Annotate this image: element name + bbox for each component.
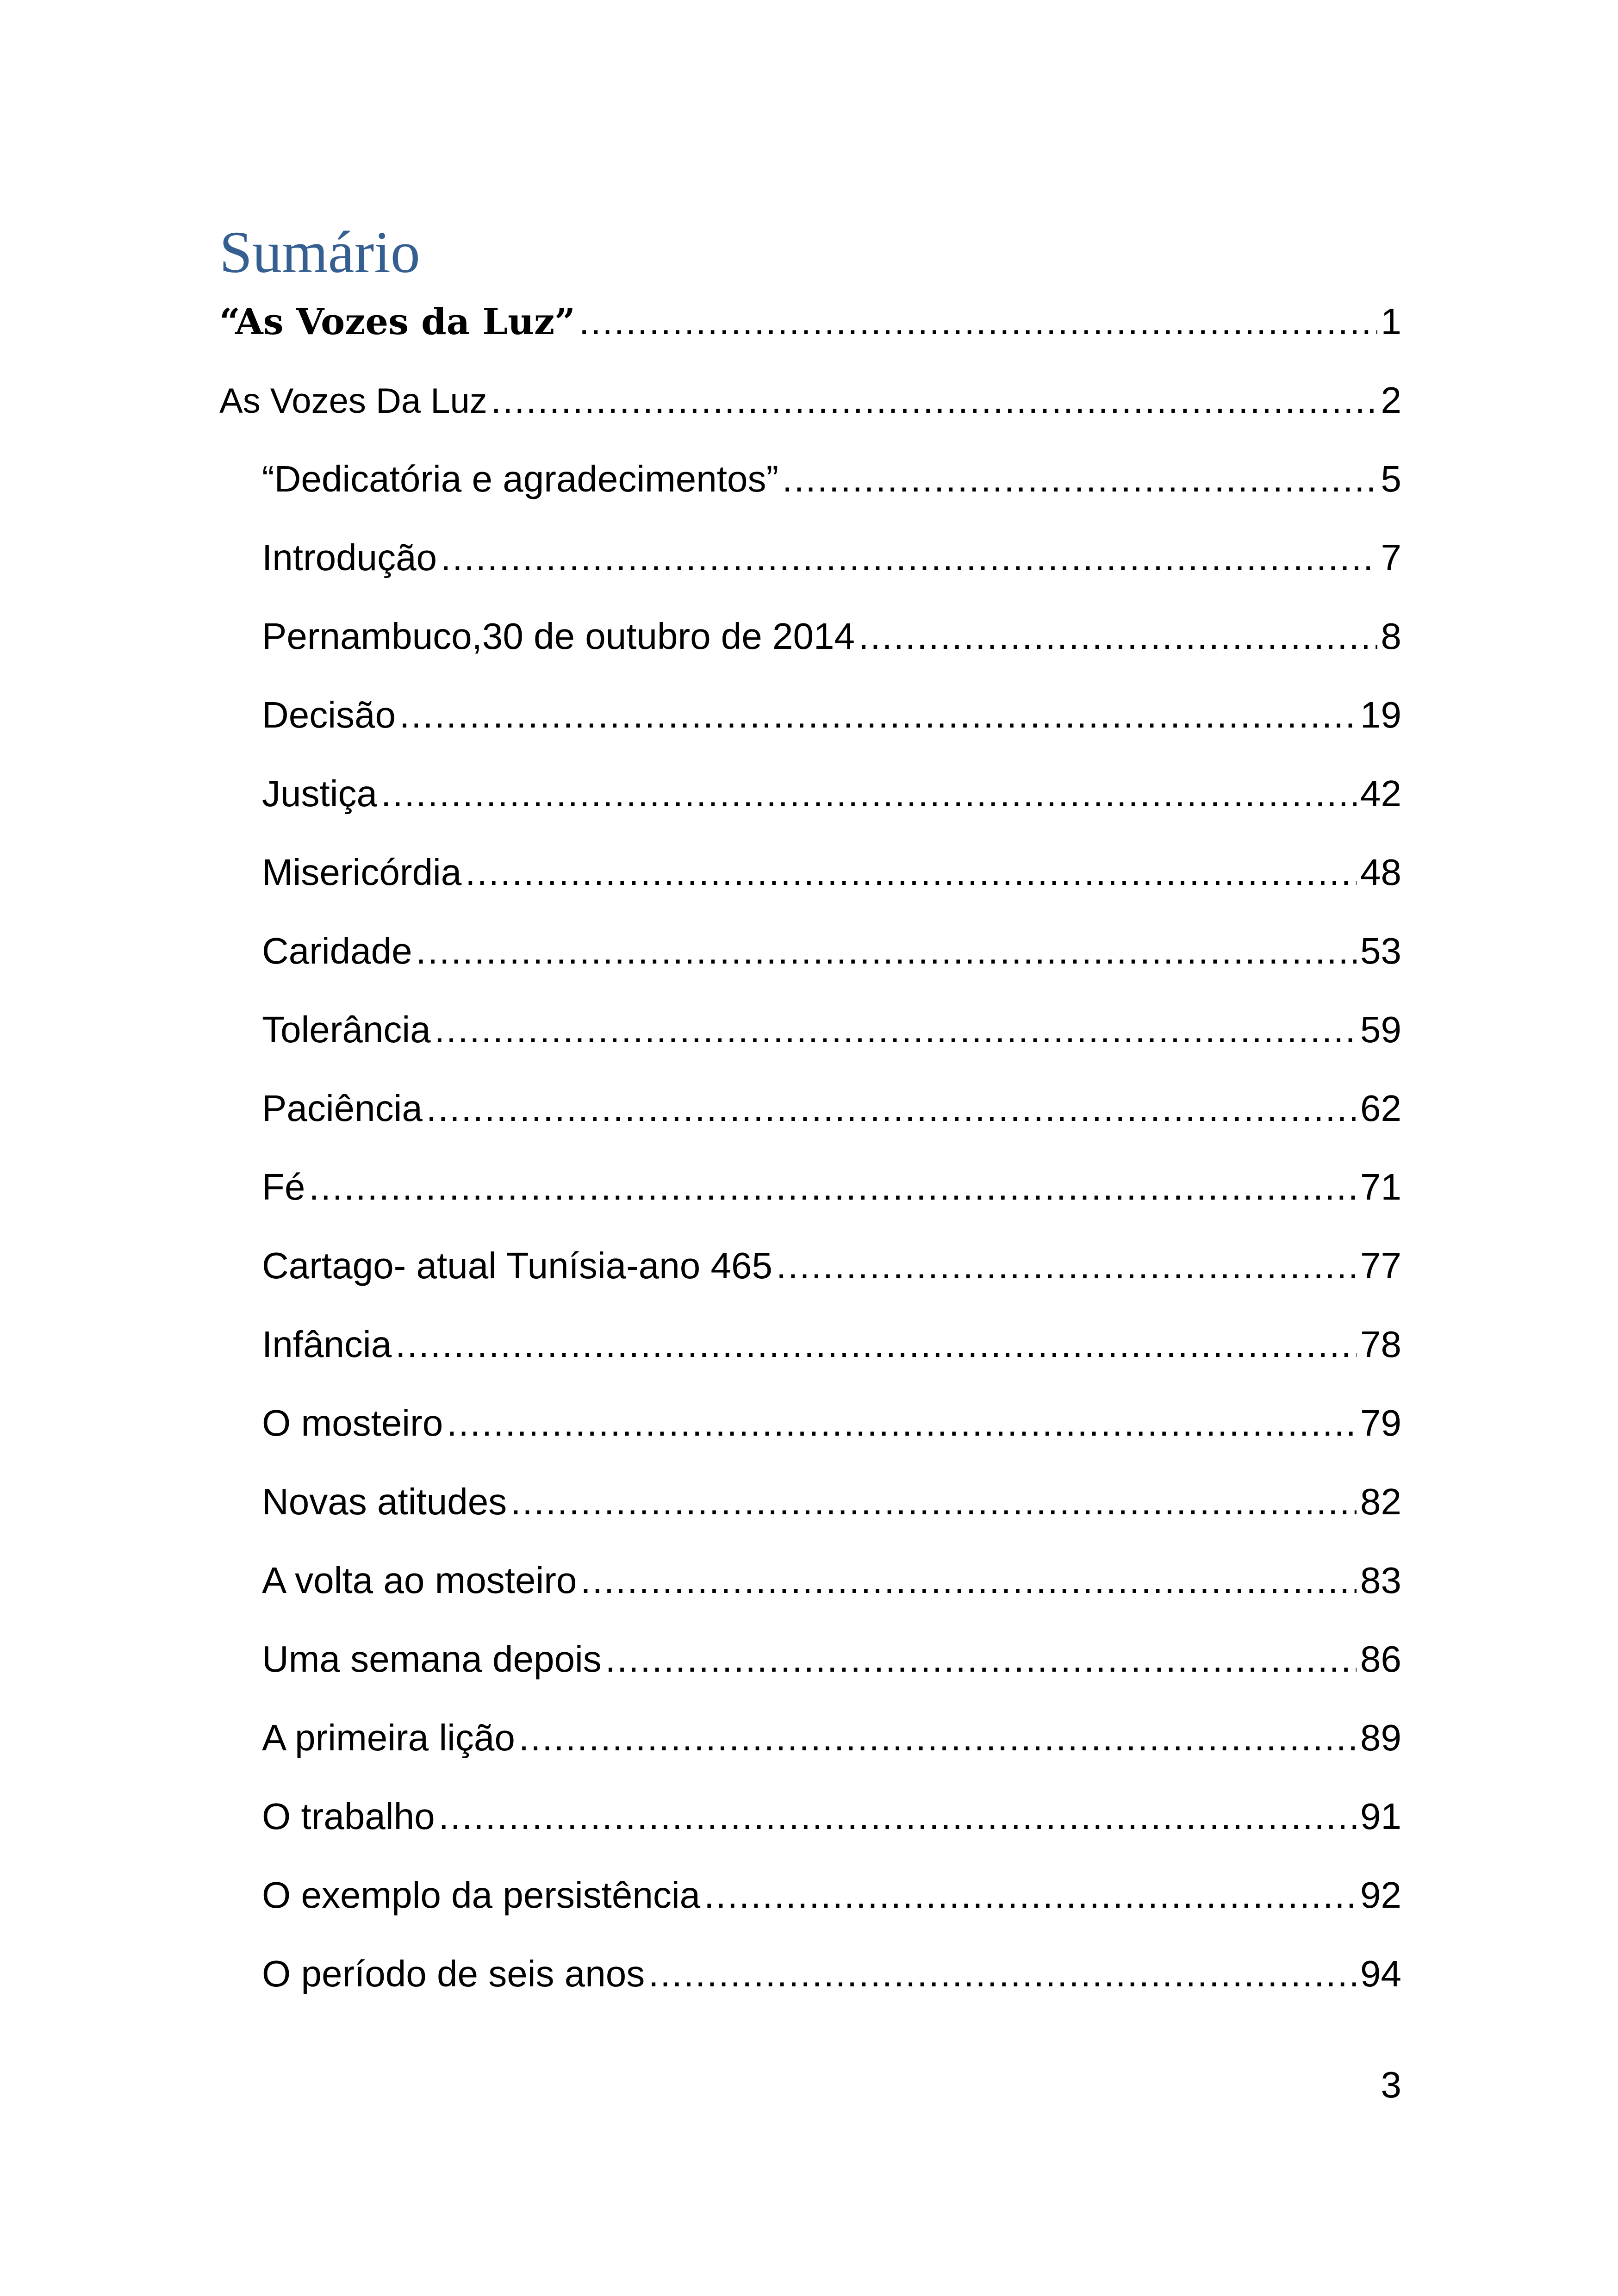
toc-entry-page: 19 — [1360, 694, 1401, 735]
toc-leader-dots — [465, 847, 1357, 898]
toc-leader-dots — [447, 1398, 1357, 1449]
toc-leader-dots — [519, 1712, 1357, 1763]
toc-entry-page: 86 — [1360, 1638, 1401, 1680]
toc-entry-label: Tolerância — [262, 1009, 431, 1050]
toc-entry-label: Infância — [262, 1324, 392, 1365]
toc-entry-page: 71 — [1360, 1166, 1401, 1207]
toc-entry-label: Fé — [262, 1166, 305, 1207]
toc-entry-label: Justiça — [262, 773, 377, 814]
toc-entry-label: A primeira lição — [262, 1717, 515, 1758]
toc-leader-dots — [439, 1791, 1357, 1842]
toc-entry-page: 48 — [1360, 852, 1401, 893]
toc-entry-page: 59 — [1360, 1009, 1401, 1050]
toc-entry-justica[interactable] — [262, 768, 1401, 819]
toc-entry-fe[interactable] — [262, 1162, 1401, 1213]
toc-leader-dots — [859, 611, 1377, 662]
toc-entry-novas-atitudes[interactable] — [262, 1476, 1401, 1527]
toc-entry-page: 5 — [1381, 458, 1401, 499]
page-title: Sumário — [219, 219, 420, 285]
toc-entry-o-periodo-de-seis-anos[interactable] — [262, 1948, 1401, 1999]
toc-entry-label: O exemplo da persistência — [262, 1874, 701, 1916]
toc-entry-page: 7 — [1381, 537, 1401, 578]
toc-entry-page: 79 — [1360, 1402, 1401, 1444]
toc-entry-label: As Vozes Da Luz — [219, 381, 487, 421]
toc-entry-label: O período de seis anos — [262, 1953, 645, 1994]
toc-leader-dots — [416, 926, 1357, 977]
toc-leader-dots — [776, 1240, 1357, 1291]
toc-entry-misericordia[interactable] — [262, 847, 1401, 898]
toc-entry-uma-semana-depois[interactable] — [262, 1634, 1401, 1685]
toc-entry-paciencia[interactable] — [262, 1083, 1401, 1134]
toc-entry-introducao[interactable] — [262, 532, 1401, 583]
toc-entry-o-mosteiro[interactable] — [262, 1398, 1401, 1449]
toc-entry-page: 92 — [1360, 1874, 1401, 1916]
toc-entry-dedicatoria[interactable] — [262, 454, 1401, 504]
toc-entry-page: 91 — [1360, 1796, 1401, 1837]
toc-entry-page: 53 — [1360, 930, 1401, 971]
toc-leader-dots — [580, 1555, 1357, 1606]
toc-leader-dots — [426, 1083, 1357, 1134]
toc-entry-page: 82 — [1360, 1481, 1401, 1522]
toc-entry-o-trabalho[interactable] — [262, 1791, 1401, 1842]
toc-entry-page: 42 — [1360, 773, 1401, 814]
toc-entry-label: Introdução — [262, 537, 437, 578]
toc-entry-label: Paciência — [262, 1088, 423, 1129]
toc-entry-label: Misericórdia — [262, 852, 462, 893]
toc-leader-dots — [441, 532, 1377, 583]
toc-entry-label: A volta ao mosteiro — [262, 1560, 577, 1601]
toc-entry-a-primeira-licao[interactable] — [262, 1712, 1401, 1763]
toc-entry-page: 78 — [1360, 1324, 1401, 1365]
toc-entry-label: Novas atitudes — [262, 1481, 507, 1522]
toc-leader-dots — [579, 296, 1377, 347]
toc-entry-label: Cartago- atual Tunísia-ano 465 — [262, 1245, 772, 1286]
toc-entry-label: O trabalho — [262, 1796, 435, 1837]
toc-entry-infancia[interactable] — [262, 1319, 1401, 1370]
toc-leader-dots — [309, 1162, 1357, 1213]
toc-entry-decisao[interactable] — [262, 690, 1401, 740]
toc-entry-page: 77 — [1360, 1245, 1401, 1286]
page-number: 3 — [1381, 2064, 1401, 2105]
toc-leader-dots — [399, 690, 1357, 740]
toc-leader-dots — [648, 1948, 1357, 1999]
toc-leader-dots — [491, 375, 1377, 426]
toc-leader-dots — [704, 1870, 1357, 1921]
toc-leader-dots — [381, 768, 1357, 819]
toc-entry-cartago[interactable] — [262, 1240, 1401, 1291]
toc-entry-label: Decisão — [262, 694, 396, 735]
toc-entry-label: O mosteiro — [262, 1402, 443, 1444]
toc-entry-page: 2 — [1381, 380, 1401, 421]
toc-entry-page: 8 — [1381, 616, 1401, 657]
toc-entry-label: “As Vozes da Luz” — [219, 301, 576, 343]
toc-entry-as-vozes-da-luz[interactable] — [219, 375, 1401, 426]
toc-entry-page: 62 — [1360, 1088, 1401, 1129]
toc-entry-o-exemplo-da-persistencia[interactable] — [262, 1870, 1401, 1921]
toc-entry-as-vozes-da-luz-title[interactable] — [219, 296, 1401, 347]
toc-leader-dots — [510, 1476, 1357, 1527]
toc-entry-page: 94 — [1360, 1953, 1401, 1994]
toc-entry-label: Caridade — [262, 930, 412, 971]
toc-leader-dots — [435, 1004, 1357, 1055]
toc-leader-dots — [605, 1634, 1357, 1685]
toc-entry-tolerancia[interactable] — [262, 1004, 1401, 1055]
toc-leader-dots — [395, 1319, 1357, 1370]
toc-entry-label: Pernambuco,30 de outubro de 2014 — [262, 616, 855, 657]
toc-entry-label: Uma semana depois — [262, 1638, 602, 1680]
toc-entry-page: 83 — [1360, 1560, 1401, 1601]
toc-entry-label: “Dedicatória e agradecimentos” — [262, 458, 779, 499]
toc-entry-caridade[interactable] — [262, 926, 1401, 977]
toc-entry-a-volta-ao-mosteiro[interactable] — [262, 1555, 1401, 1606]
toc-entry-page: 89 — [1360, 1717, 1401, 1758]
toc-entry-page: 1 — [1381, 301, 1401, 342]
toc-entry-pernambuco[interactable] — [262, 611, 1401, 662]
toc-leader-dots — [782, 454, 1377, 504]
